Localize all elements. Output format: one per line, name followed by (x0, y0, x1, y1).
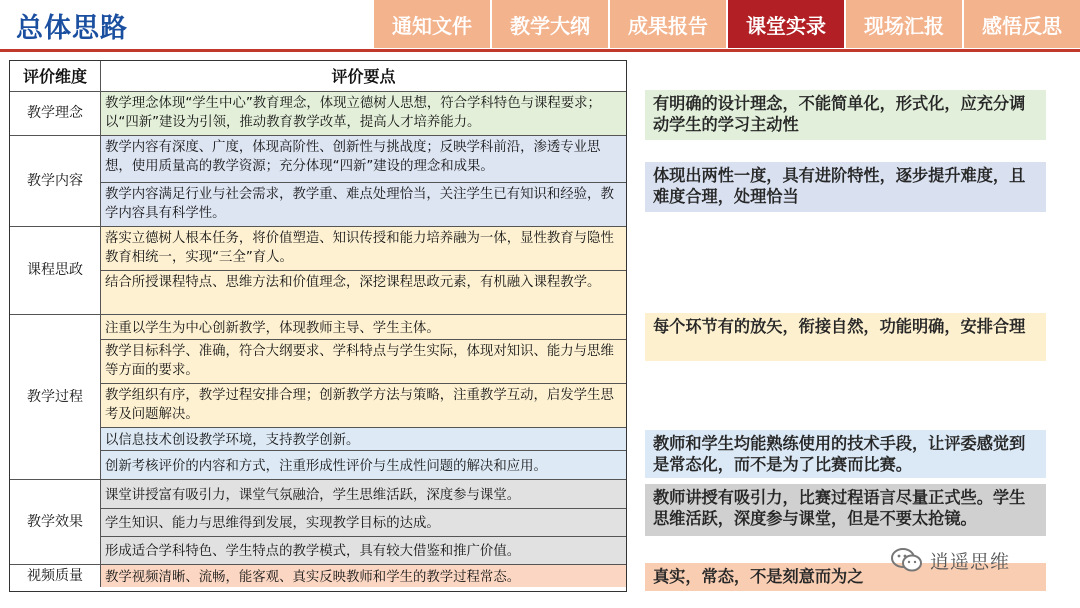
table-row: 教学视频清晰、流畅，能客观、真实反映教师和学生的教学过程常态。 (101, 565, 626, 587)
comment-box-technology: 教师和学生均能熟练使用的技术手段，让评委感觉到是常态化，而不是为了比赛而比赛。 (645, 430, 1046, 478)
watermark-text: 逍遥思维 (930, 550, 1011, 573)
table-row: 教学内容有深度、广度，体现高阶性、创新性与挑战度；反映学科前沿，渗透专业思想，使用质量高的教学资源；充分体现“四新”建设的理念和成果。 (101, 136, 626, 183)
watermark (890, 546, 1010, 574)
table-row: 教学组织有序，教学过程安排合理；创新教学方法与策略，注重教学互动，启发学生思考及问题解决。 (101, 384, 626, 428)
table-row: 结合所授课程特点、思维方法和价值理念，深挖课程思政元素，有机融入课程教学。 (101, 271, 626, 315)
header-dimension: 评价维度 (10, 61, 101, 92)
tab-notice-files[interactable]: 通知文件 (374, 0, 490, 48)
table-row: 落实立德树人根本任务，将价值塑造、知识传授和能力培养融为一体，显性教育与隐性教育相统一，实现“三全”育人。 (101, 227, 626, 271)
tab-reflections[interactable]: 感悟反思 (964, 0, 1080, 48)
table-row: 课堂讲授富有吸引力，课堂气氛融洽，学生思维活跃，深度参与课堂。 (101, 480, 626, 509)
comment-box-effect: 教师讲授有吸引力，比赛过程语言尽量正式些。学生思维活跃，深度参与课堂，但是不要太抢镜。 (645, 484, 1046, 536)
table-row: 教学内容满足行业与社会需求，教学重、难点处理恰当，关注学生已有知识和经验，教学内容具有科学性。 (101, 183, 626, 227)
header-points: 评价要点 (101, 61, 626, 92)
dimension-cell: 教学内容 (10, 136, 101, 227)
page-title: 总体思路 (16, 13, 128, 44)
table-row: 学生知识、能力与思维得到发展，实现教学目标的达成。 (101, 509, 626, 537)
comment-box-content: 体现出两性一度，具有进阶特性，逐步提升难度，且难度合理，处理恰当 (645, 162, 1046, 212)
dimension-cell: 课程思政 (10, 227, 101, 315)
dimension-cell: 视频质量 (10, 565, 101, 587)
evaluation-table (9, 60, 627, 592)
tab-onsite-presentation[interactable]: 现场汇报 (846, 0, 962, 48)
header-divider (0, 49, 1080, 52)
nav-tabs (372, 0, 1080, 48)
tab-classroom-recording[interactable]: 课堂实录 (728, 0, 844, 48)
table-row: 注重以学生为中心创新教学，体现教师主导、学生主体。 (101, 315, 626, 340)
table-row: 形成适合学科特色、学生特点的教学模式，具有较大借鉴和推广价值。 (101, 537, 626, 565)
dimension-cell: 教学理念 (10, 92, 101, 136)
table-row: 以信息技术创设教学环境，支持教学创新。 (101, 428, 626, 451)
tab-syllabus[interactable]: 教学大纲 (492, 0, 608, 48)
dimension-cell: 教学过程 (10, 315, 101, 480)
dimension-cell: 教学效果 (10, 480, 101, 565)
comment-box-process: 每个环节有的放矢，衔接自然，功能明确，安排合理 (645, 313, 1046, 361)
wechat-icon (890, 546, 924, 574)
comment-box-video: 真实，常态，不是刻意而为之 (645, 563, 1046, 591)
tab-achievement-report[interactable]: 成果报告 (610, 0, 726, 48)
comment-box-philosophy: 有明确的设计理念，不能简单化，形式化，应充分调动学生的学习主动性 (645, 90, 1046, 140)
table-row: 教学目标科学、准确，符合大纲要求、学科特点与学生实际，体现对知识、能力与思维等方面的要求。 (101, 340, 626, 384)
table-row: 教学理念体现“学生中心”教育理念，体现立德树人思想，符合学科特色与课程要求；以“四新”建设为引领，推动教育教学改革，提高人才培养能力。 (101, 92, 626, 136)
page-header (0, 0, 1080, 50)
table-row: 创新考核评价的内容和方式，注重形成性评价与生成性问题的解决和应用。 (101, 451, 626, 480)
